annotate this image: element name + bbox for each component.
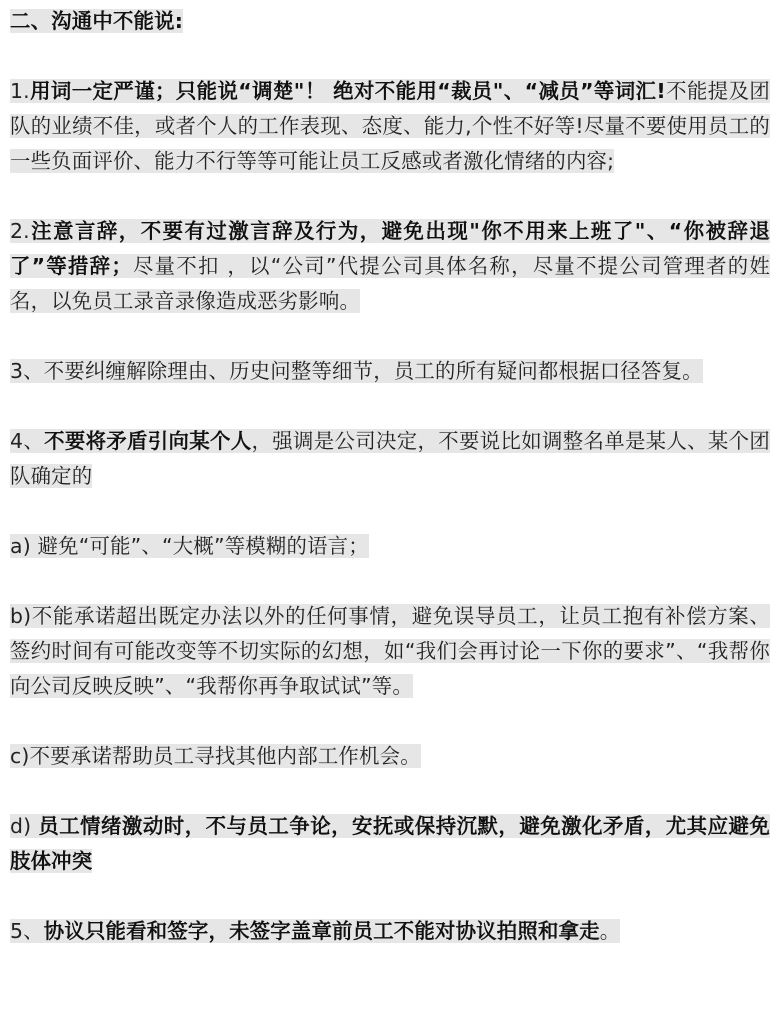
paragraph-2-number: 2. bbox=[10, 219, 30, 243]
paragraph-2-text: 尽量不扣 ，以“公司”代提公司具体名称，尽量不提公司管理者的姓名，以免员工录音录像造成恶劣影响。 bbox=[10, 254, 770, 313]
paragraph-1-text: 不能提及团队的业绩不佳，或者个人的工作表现、态度、能力,个性不好等!尽量不要使用员工的一些负面评价、能力不行等等可能让员工反感或者激化情绪的内容; bbox=[10, 79, 770, 173]
spacer bbox=[10, 494, 770, 529]
paragraph-b-text: b)不能承诺超出既定办法以外的任何事情，避免误导员工，让员工抱有补偿方案、签约时间有可能改变等不切实际的幻想，如“我们会再讨论一下你的要求”、“我帮你向公司反映反映”、“我帮你再争取试试”等。 bbox=[10, 604, 770, 698]
paragraph-4-bold: 不要将矛盾引向某个人 bbox=[44, 429, 252, 453]
spacer bbox=[10, 39, 770, 74]
paragraph-3 bbox=[10, 354, 770, 389]
paragraph-1 bbox=[10, 74, 770, 179]
paragraph-4-text: ，强调是公司决定，不要说比如调整名单是某人、某个团队确定的 bbox=[10, 429, 771, 488]
spacer bbox=[10, 179, 770, 214]
paragraph-5-text: 。 bbox=[599, 919, 621, 943]
paragraph-4 bbox=[10, 424, 770, 494]
paragraph-1-number: 1. bbox=[10, 79, 30, 103]
paragraph-3-text: 3、不要纠缠解除理由、历史问整等细节，员工的所有疑问都根据口径答复。 bbox=[10, 359, 703, 383]
paragraph-5 bbox=[10, 914, 770, 949]
paragraph-5-bold: 协议只能看和签字，未签字盖章前员工不能对协议拍照和拿走 bbox=[43, 919, 600, 943]
paragraph-c bbox=[10, 739, 770, 774]
paragraph-d-bold: 员工情绪激动时，不与员工争论，安抚或保持沉默，避免激化矛盾，尤其应避免肢体冲突 bbox=[10, 814, 771, 873]
spacer bbox=[10, 879, 770, 914]
paragraph-1-bold: 用词一定严谨；只能说“调楚"！ 绝对不能用“裁员"、“减员”等词汇! bbox=[29, 79, 666, 103]
spacer bbox=[10, 704, 770, 739]
paragraph-c-text: c)不要承诺帮助员工寻找其他内部工作机会。 bbox=[10, 744, 421, 768]
paragraph-a-text: a) 避免“可能”、“大概”等模糊的语言； bbox=[10, 534, 369, 558]
spacer bbox=[10, 774, 770, 809]
spacer bbox=[10, 389, 770, 424]
paragraph-a bbox=[10, 529, 770, 564]
spacer bbox=[10, 319, 770, 354]
paragraph-b bbox=[10, 599, 770, 704]
heading-text: 二、沟通中不能说: bbox=[10, 9, 184, 33]
paragraph-2 bbox=[10, 214, 770, 319]
paragraph-2-bold: 注意言辞，不要有过激言辞及行为，避免出现"你不用来上班了"、“你被辞退了”等措辞； bbox=[10, 219, 770, 278]
paragraph-d-number: d) bbox=[10, 814, 39, 838]
paragraph-d bbox=[10, 809, 770, 879]
paragraph-4-number: 4、 bbox=[10, 429, 45, 453]
paragraph-5-number: 5、 bbox=[10, 919, 44, 943]
section-heading bbox=[10, 4, 770, 39]
spacer bbox=[10, 564, 770, 599]
